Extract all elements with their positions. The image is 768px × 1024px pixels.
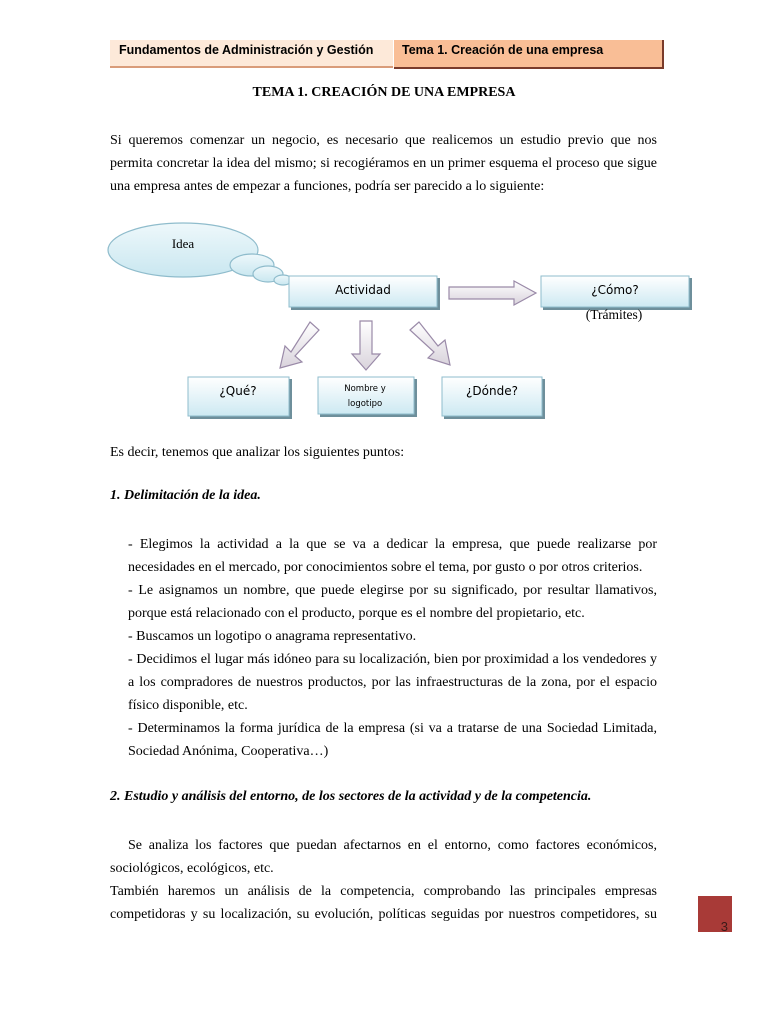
list-item: - Decidimos el lugar más idóneo para su localización, bien por proximidad a los vendedores y a los compradores de nuestros productos, por las infraestructuras de la zona, por el espacio físico disponible, etc.: [128, 652, 657, 713]
idea-bubble: [108, 223, 292, 285]
list-item: - Elegimos la actividad a la que se va a dedicar la empresa, que puede realizarse por necesidades en el mercado, por conocimientos sobre el tema, por gusto o por otros criterios.: [128, 537, 657, 575]
nombre-label: Nombre y: [344, 384, 386, 394]
section2-paragraph-1: Se analiza los factores que puedan afectarnos en el entorno, como factores económicos, sociológicos, ecológicos, etc.: [110, 838, 657, 876]
process-diagram: [0, 0, 768, 440]
header-course-title: Fundamentos de Administración y Gestión: [110, 40, 393, 68]
list-item: - Buscamos un logotipo o anagrama representativo.: [128, 629, 417, 644]
logotipo-label: logotipo: [347, 399, 383, 409]
arrow-down-left-icon: [280, 322, 319, 368]
page-title: TEMA 1. CREACIÓN DE UNA EMPRESA: [252, 85, 516, 100]
section1-heading: 1. Delimitación de la idea.: [110, 488, 261, 503]
section2-paragraph-2: También haremos un análisis de la competencia, comprobando las principales empresas competidoras y su localización, su evolución, políticas seguidas por nuestros competidores, su: [110, 884, 657, 922]
como-label: ¿Cómo?: [591, 283, 639, 297]
arrow-down-right-icon: [410, 322, 450, 365]
section2-heading: 2. Estudio y análisis del entorno, de los sectores de la actividad y de la competencia.: [110, 789, 592, 804]
page-number: 3: [720, 919, 728, 934]
nombre-logotipo-box: [318, 377, 417, 417]
actividad-label: Actividad: [335, 283, 391, 297]
tramites-label: (Trámites): [585, 307, 643, 322]
header-chapter-title: Tema 1. Creación de una empresa: [394, 40, 664, 69]
page-number-badge: [698, 896, 732, 932]
arrow-right-icon: [449, 281, 536, 305]
intro-paragraph: Si queremos comenzar un negocio, es necesario que realicemos un estudio previo que nos permita concretar la idea del mismo; si recogiéramos en un primer esquema el proceso que sigue una empresa antes de empezar a funciones, podría ser parecido a lo siguiente:: [110, 133, 657, 194]
section1-list: [128, 533, 657, 763]
idea-label: Idea: [171, 236, 195, 251]
donde-label: ¿Dónde?: [466, 384, 518, 398]
list-item: - Le asignamos un nombre, que puede elegirse por su significado, por resultar llamativos, porque está relacionado con el producto, porque es el nombre del propietario, etc.: [128, 583, 657, 621]
que-label: ¿Qué?: [219, 384, 257, 398]
list-item: - Determinamos la forma jurídica de la empresa (si va a tratarse de una Sociedad Limitada, Sociedad Anónima, Cooperativa…): [128, 721, 657, 759]
arrow-down-icon: [352, 321, 380, 370]
es-decir-paragraph: Es decir, tenemos que analizar los siguientes puntos:: [110, 445, 405, 460]
